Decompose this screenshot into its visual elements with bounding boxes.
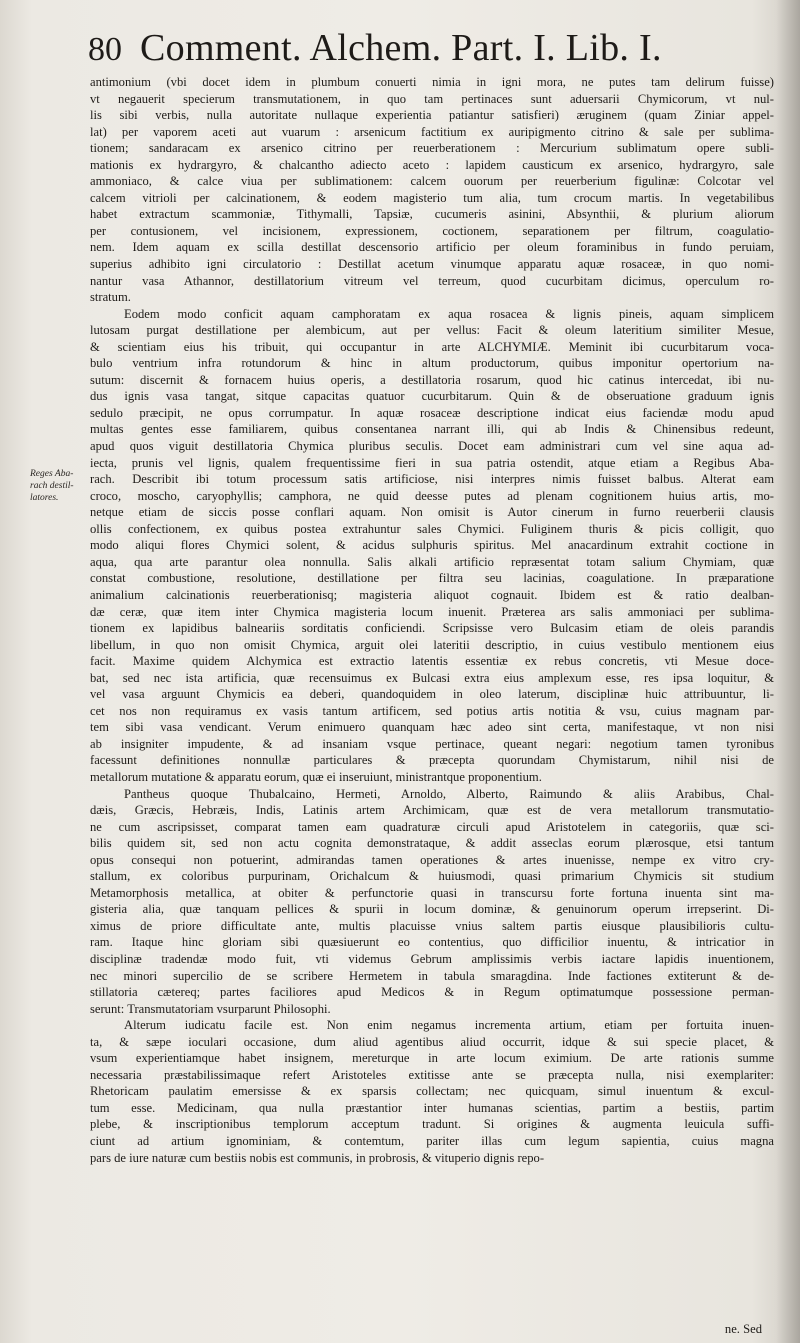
text-line: multas gentes esse familiarem, quibus consentanea narrant illi, qui ab Indis & Chinensibus redeunt, <box>90 422 774 437</box>
running-head-title: Comment. Alchem. Part. I. Lib. I. <box>140 27 662 69</box>
text-line: bilis quidem sit, sed non actu cognita demonstrataque, & addit asseclas eorum plærosque, etsi tantum <box>90 836 774 851</box>
catchword: ne. Sed <box>724 1322 762 1336</box>
page-edge-shadow <box>776 0 800 1343</box>
text-line: ximus de priore difficultate ante, multis placuisse vnius saltem partis eiusque plausibilioris cultu- <box>90 918 774 933</box>
text-line: ab insigniter impudente, & ad insaniam vsque pertinace, queant negari: negotium tamen tyronibus <box>90 736 774 751</box>
text-line: mationis ex hydrargyro, & chalcantho adiecto aceto : lapidem causticum ex arsenico, hydrargyro, sale <box>90 157 774 172</box>
text-line: stallum, ex coloribus purpurinam, Orichalcum & huiusmodi, quasi primarium Chymicis sit studium <box>90 869 774 884</box>
text-line: libellum, in quo non omisit Chymica, arguit olei lateritii descriptio, in cuius vestibulo mentionem eius <box>90 637 774 652</box>
text-line: tem sibi vasa vendicant. Verum enimuero quanquam hæc adeo sint certa, manifestaque, vt non nisi <box>90 720 774 735</box>
text-line: ta, & sæpe ioculari occasione, dum aliud agentibus aliud occurrit, idque & sui specie placet, & <box>90 1034 774 1049</box>
text-line: dæis, Græcis, Hebræis, Indis, Latinis artem Archimicam, quæ est de vera metallorum transmutatio- <box>90 803 774 818</box>
text-line: animalium calcinationis reuerberationisq; magisteria aliquot cognauit. Ibidem est & ratio dealban- <box>90 587 774 602</box>
text-line: croco, moscho, caryophyllis; camphora, ne quid deesse putes ad plenam cognitionem huius artis, mo- <box>90 488 774 503</box>
text-line: per contusionem, vel incisionem, expressionem, coctionem, separationem per filtrum, coagulatio- <box>90 223 774 238</box>
text-line: antimonium (vbi docet idem in plumbum conuerti nimia in igni mora, ne putes tam delirum fuisse) <box>90 75 774 89</box>
margin-note-line: latores. <box>30 493 59 503</box>
text-line: metallorum mutatione & apparatu eorum, quæ ei inseruiunt, ministrantque proponentium. <box>90 769 542 784</box>
text-line: bat, sed nec ista artificia, quæ recensuimus ex Bulcasi extra eius amplexum esse, res ipsa loquitur, & <box>90 670 774 685</box>
text-line: vsum experientiamque habet insignem, mereturque in arte locum eximium. De arte rationis summe <box>90 1051 774 1066</box>
text-line: vt negauerit specierum transmutationem, in quo tam pertinaces sunt aduersarii Chymicorum, vt nul- <box>90 91 774 106</box>
text-line: lutosam purgat destillatione per alembicum, aut per vellus: Facit & oleum lateritium similiter Mesue, <box>90 323 774 338</box>
running-head <box>88 26 778 76</box>
text-line: Eodem modo conficit aquam camphoratam ex aqua rosacea & lignis pineis, aquam simplicem <box>124 306 774 321</box>
text-line: dæ ceræ, quæ item inter Chymica magisteria locum inuenit. Præterea ars salis ammoniaci per sublima- <box>90 604 774 619</box>
margin-note <box>30 468 90 504</box>
text-line: stratum. <box>90 290 131 305</box>
text-line: Rhetoricam paulatim emersisse & ex sparsis collectam; nec quicquam, simul inuentum & excul- <box>90 1084 774 1099</box>
margin-note-line: Reges Aba- <box>30 469 74 479</box>
text-line: plebe, & inscriptionibus templorum acceptum tradunt. Si origines & augmenta leuicula suffi- <box>90 1117 774 1132</box>
text-line: superius adhibito igni circulatorio : Destillat acetum vinumque apparatu aquæ rosaceæ, in quo nomi- <box>90 257 774 272</box>
text-line: sedulo præcipit, ne opus corrumpatur. In aquæ rosaceæ descriptione indicat eius faciendæ modu apud <box>90 405 774 420</box>
text-line: Alterum iudicatu facile est. Non enim negamus incrementa artium, etiam per fortuita inuen- <box>124 1018 774 1033</box>
text-line: iecta, prunis vel lignis, qualem frequentissime fieri in sua patria ostendit, atque etiam a Regibus Aba- <box>90 455 774 470</box>
text-line: ram. Itaque hinc gloriam sibi quæsiuerunt eo contentius, quo difficilior inuentu, & intricatior in <box>90 935 774 950</box>
text-line: tionem ex lapidibus balneariis sorditatis conficiendi. Scripsisse vero Bulcasim etiam de oleis parandis <box>90 621 774 636</box>
text-line: nantur vasa Athannor, destillatorium vitreum vel terreum, quod cucurbitam dicimus, operculum ro- <box>90 273 774 288</box>
text-line: bulo ventrium infra rotundorum & hinc in altum productorum, quibus imponitur opertorium na- <box>90 356 774 371</box>
text-line: ne cum ascripsisset, comparat tamen eam quadraturæ circuli apud Aristotelem in categoriis, quæ sci- <box>90 819 774 834</box>
text-line: apud quos viguit destillatoria Chymica pluribus seculis. Docet eam administrari cum vel sine aqua ad- <box>90 439 774 454</box>
text-line: gisteria alia, quæ tanquam pellices & spurii in locum dominæ, & genuinorum operum irrepserint. Di- <box>90 902 774 917</box>
text-line: dus ignis vasa tangat, sitque capacitas quatuor cucurbitarum. Quin & de obseruatione graduum ignis <box>90 389 774 404</box>
text-line: sutum: discernit & fornacem huius operis, a destillatoria rosarum, quod hic catinus intercedat, ibi nu- <box>90 372 774 387</box>
body-text <box>90 74 774 1166</box>
page-number: 80 <box>88 31 122 68</box>
text-line: lis sibi verbis, nulla autoritate nullaque experientia patiantur satisfieri) æruginem (quam Ziniar appel- <box>90 108 774 123</box>
text-line: facit. Maxime quidem Alchymica est extractio latentis essentiæ ex rebus concretis, vti Mesue doce- <box>90 654 774 669</box>
text-line: nec minori supercilio de se scribere Hermetem in tabula smaragdina. Inde factiones extiterunt & de- <box>90 968 774 983</box>
text-line: Metamorphosis metallica, at obiter & perfunctorie quasi in transcursu forte fortuna inuenta sint ma- <box>90 885 774 900</box>
text-line: ollis confectionem, ex quibus postea extrahuntur sales Chymici. Fuliginem thuris & picis colligit, quo <box>90 521 774 536</box>
text-line: calcem vitrioli per calcinationem, & eodem magisterio tum alia, tum crocum martis. In vegetabilibus <box>90 190 774 205</box>
text-line: & scientiam eius his tribuit, qui occupantur in arte ALCHYMIÆ. Meminit ibi cucurbitarum voca- <box>90 339 774 354</box>
text-line: nem. Idem aquam ex scilla destillat descensorio artificio per oleum foraminibus in fundo peruiam, <box>90 240 774 255</box>
text-line: modo aliqui flores Chymici solent, & acidus sulphuris spiritus. Mel anacardinum extrahit coctione in <box>90 538 774 553</box>
text-line: facessunt definitiones nonnullæ particulares & præcepta quorundam Chymistarum, nihil nisi de <box>90 753 774 768</box>
text-line: vel vasa arguunt Chymicis ea deberi, quandoquidem in oleo laterum, disciplinæ huic attribuuntur, li- <box>90 687 774 702</box>
text-line: necessaria præstabilissimaque refert Aristoteles extitisse ante se præcepta nulla, nisi exemplariter: <box>90 1067 774 1082</box>
text-line: pars de iure naturæ cum bestiis nobis est communis, in probrosis, & vituperio dignis repo- <box>90 1150 545 1165</box>
text-line: cet nos non requiramus ex vasis tantum artificem, sed potius artis notitia & vsu, cuius magnam par- <box>90 703 774 718</box>
text-line: serunt: Transmutatoriam vsurparunt Philosophi. <box>90 1001 331 1016</box>
text-line: ciunt ad artium ignominiam, & contemtum, pariter illas cum legum sapientia, cuius magna <box>90 1134 774 1148</box>
text-line: lat) per vaporem aceti aut vuarum : arsenicum factitium ex auripigmento citrino & sale per sublima- <box>90 124 774 139</box>
text-line: stillatoria cætereq; partes faciliores apud Medicos & in Regum optimatumque possessione perman- <box>90 985 774 1000</box>
text-line: rach. Describit ibi totum processum satis artificiose, nisi interpres nimis fuisset balbus. Alterat eam <box>90 472 774 487</box>
text-line: habet extractum scammoniæ, Tithymalli, Tapsiæ, cucumeris asinini, Absynthii, & plurium aliorum <box>90 207 774 222</box>
text-line: netque etiam de siccis posse conflari aquam. Non omisit is Autor cinerum in furno reuerberii clausis <box>90 505 774 520</box>
text-line: ammoniaco, & calce viua per sublimationem: calcem ouorum per reuerberium figulinæ: Colcotar vel <box>90 174 774 189</box>
text-line: constat combustione, resolutione, destillatione per filtra seu lacinias, coagulatione. In præparatione <box>90 571 774 586</box>
text-line: tum esse. Medicinam, qua nulla præstantior inter humanas scientias, partim a bestiis, partim <box>90 1100 774 1115</box>
text-line: disciplinæ tradendæ modo fuit, vti videmus Gebrum amplissimis verbis iactare lapidis inuentionem, <box>90 951 774 966</box>
text-line: opus consequi non potuerint, admirandas tamen operationes & artes inuenisse, nempe ex vitro cry- <box>90 852 774 867</box>
text-line: aqua, qua arte parantur olea nonnulla. Salis alkali artificio repræsentat totam salium Chymiam, quæ <box>90 554 774 569</box>
text-line: tionem; sandaracam ex arsenico citrino per reuerberationem : Mercurium sublimatum opere subli- <box>90 141 774 156</box>
margin-note-line: rach destil- <box>30 481 74 491</box>
text-line: Pantheus quoque Thubalcaino, Hermeti, Arnoldo, Alberto, Raimundo & aliis Arabibus, Chal- <box>124 786 774 801</box>
